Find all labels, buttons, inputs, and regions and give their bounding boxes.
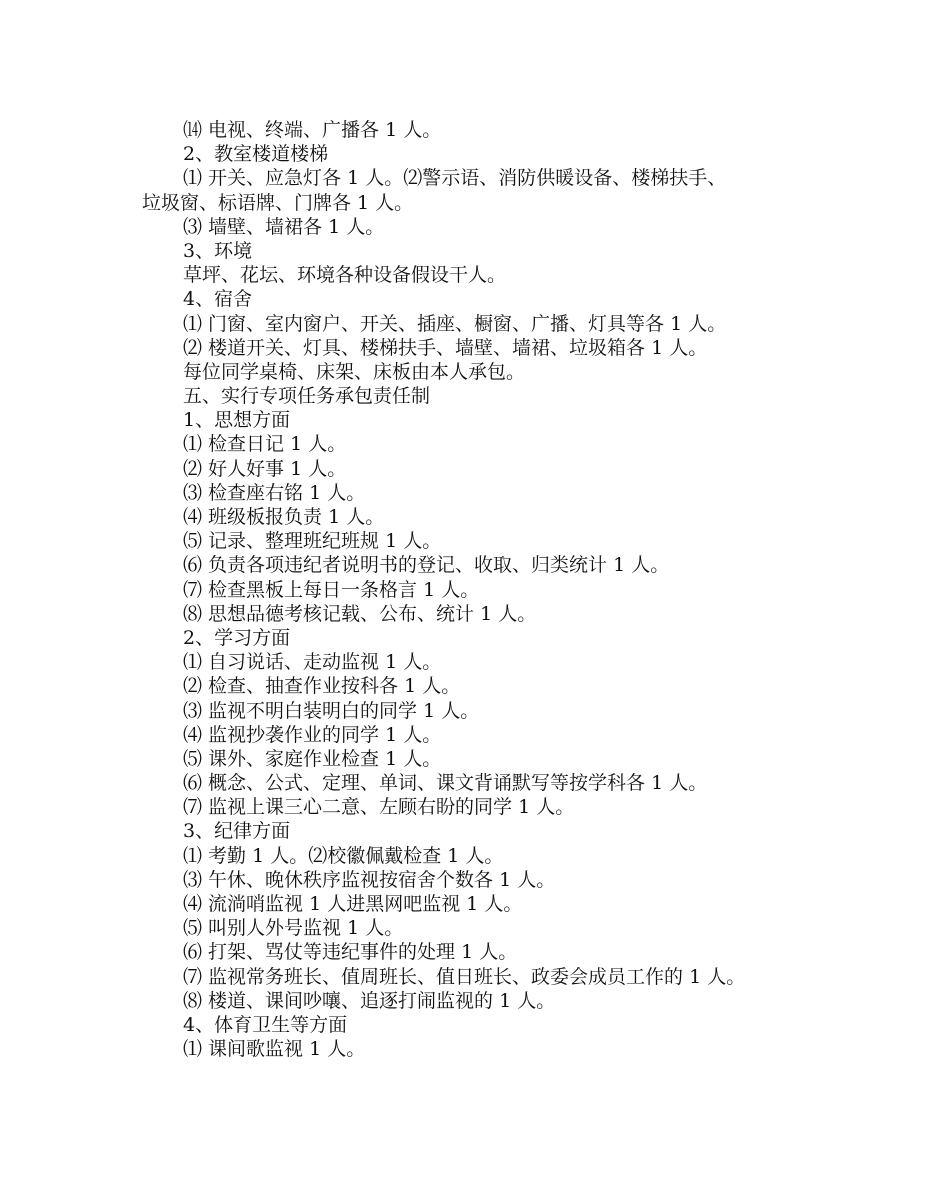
text-line: ⑴ 考勤 1 人。⑵校徽佩戴检查 1 人。 — [183, 844, 504, 867]
text-line: ⑶ 监视不明白装明白的同学 1 人。 — [183, 699, 480, 722]
text-line: 每位同学桌椅、床架、床板由本人承包。 — [183, 360, 526, 383]
text-line: 1、思想方面 — [183, 409, 291, 432]
text-line: 2、教室楼道楼梯 — [183, 143, 329, 166]
text-line: 五、实行专项任务承包责任制 — [183, 385, 431, 408]
document-body — [142, 118, 832, 1061]
text-line: ⑻ 思想品德考核记载、公布、统计 1 人。 — [183, 602, 537, 625]
text-line: ⑺ 监视常务班长、值周班长、值日班长、政委会成员工作的 1 人。 — [183, 965, 746, 988]
text-line: ⒁ 电视、终端、广播各 1 人。 — [183, 119, 442, 141]
text-line: ⑸ 记录、整理班纪班规 1 人。 — [183, 530, 442, 553]
text-line: ⑸ 叫别人外号监视 1 人。 — [183, 917, 404, 940]
text-line: ⑹ 概念、公式、定理、单词、课文背诵默写等按学科各 1 人。 — [183, 772, 708, 795]
text-line: ⑻ 楼道、课间吵嚷、追逐打闹监视的 1 人。 — [183, 989, 556, 1012]
text-line: ⑹ 负责各项违纪者说明书的登记、收取、归类统计 1 人。 — [183, 554, 670, 577]
text-line: 草坪、花坛、环境各种设备假设干人。 — [183, 264, 507, 287]
text-line: ⑺ 监视上课三心二意、左顾右盼的同学 1 人。 — [183, 796, 575, 819]
text-line: ⑶ 检查座右铭 1 人。 — [183, 481, 366, 504]
text-line: ⑷ 监视抄袭作业的同学 1 人。 — [183, 723, 442, 746]
text-line: 垃圾窗、标语牌、门牌各 1 人。 — [142, 191, 414, 214]
text-line: ⑶ 午休、晚休秩序监视按宿舍个数各 1 人。 — [183, 868, 556, 891]
text-line: ⑷ 流淌哨监视 1 人进黑网吧监视 1 人。 — [183, 893, 523, 915]
text-line: 4、体育卫生等方面 — [183, 1013, 348, 1036]
text-line: ⑴ 课间歌监视 1 人。 — [183, 1038, 366, 1061]
text-line: ⑴ 开关、应急灯各 1 人。⑵警示语、消防供暖设备、楼梯扶手、 — [183, 167, 727, 190]
text-line: ⑵ 楼道开关、灯具、楼梯扶手、墙壁、墙裙、垃圾箱各 1 人。 — [183, 336, 708, 359]
text-line: ⑹ 打架、骂仗等违纪事件的处理 1 人。 — [183, 941, 518, 964]
text-line: ⑵ 好人好事 1 人。 — [183, 457, 347, 480]
text-line: ⑴ 门窗、室内窗户、开关、插座、橱窗、广播、灯具等各 1 人。 — [183, 312, 727, 335]
text-line: ⑸ 课外、家庭作业检查 1 人。 — [183, 747, 442, 770]
text-line: ⑷ 班级板报负责 1 人。 — [183, 506, 385, 528]
text-line: ⑴ 自习说话、走动监视 1 人。 — [183, 651, 442, 674]
text-line: 3、纪律方面 — [183, 820, 291, 843]
text-line: 3、环境 — [183, 239, 253, 262]
text-line: 4、宿舍 — [183, 288, 253, 311]
text-line: ⑴ 检查日记 1 人。 — [183, 433, 347, 456]
text-line: ⑶ 墙壁、墙裙各 1 人。 — [183, 215, 385, 238]
text-line: 2、学习方面 — [183, 626, 291, 649]
text-line: ⑵ 检查、抽查作业按科各 1 人。 — [183, 675, 461, 698]
text-line: ⑺ 检查黑板上每日一条格言 1 人。 — [183, 578, 480, 601]
